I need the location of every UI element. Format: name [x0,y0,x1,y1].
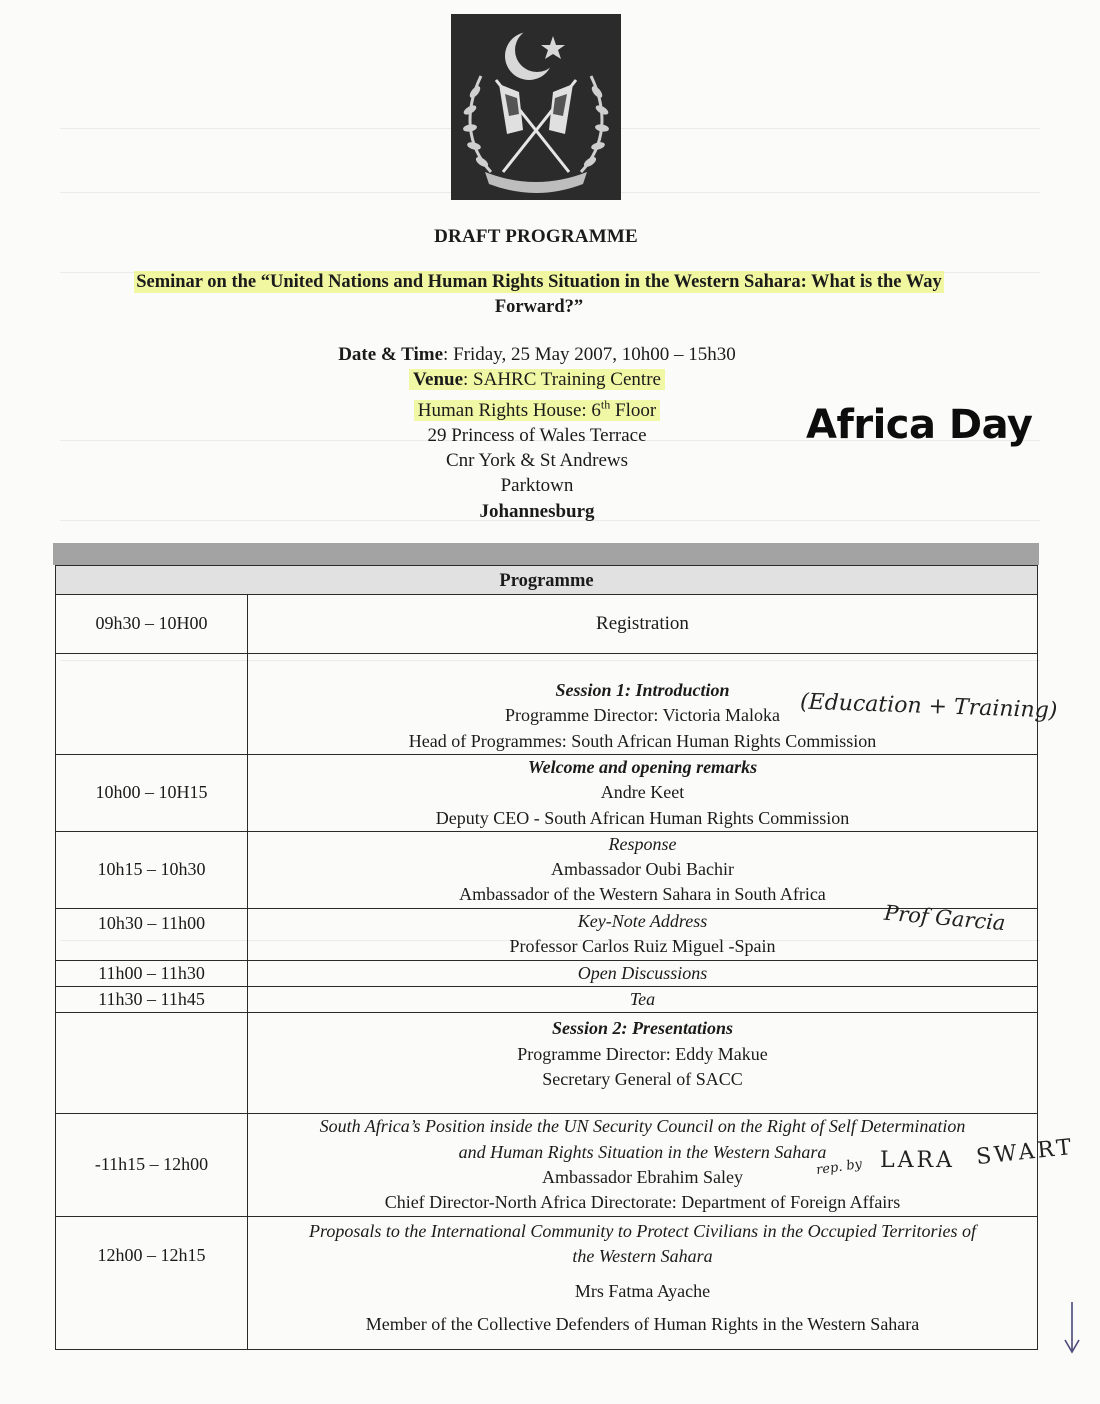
page-title: DRAFT PROGRAMME [434,226,638,247]
agenda-italic: Tea [629,989,656,1010]
agenda-line: Ambassador Oubi Bachir [551,859,734,880]
agenda-cell [248,755,1038,832]
table-row [56,960,1038,986]
date-value: : Friday, 25 May 2007, 10h00 – 15h30 [443,344,736,365]
venue-value: : SAHRC Training Centre [463,369,661,391]
time-cell: 12h00 – 12h15 [56,1216,248,1349]
agenda-line: Head of Programmes: South African Human Rights Commission [408,730,877,751]
agenda-cell [248,987,1038,1013]
address-line1-sup: th [600,397,611,412]
date-label: Date & Time [338,344,444,365]
africa-day-stamp: Africa Day [806,402,1033,448]
handwritten-down-arrow-icon [1062,1300,1082,1361]
time-cell: 09h30 – 10H00 [56,595,248,654]
agenda-line: Programme Director: Eddy Makue [517,1043,768,1064]
session-title: Session 1: Introduction [555,680,730,701]
agenda-line: Andre Keet [600,782,685,803]
table-row [56,595,1038,654]
agenda-line: Secretary General of SACC [542,1068,743,1089]
agenda-line: Professor Carlos Ruiz Miguel -Spain [509,936,776,957]
agenda-cell [248,1013,1038,1114]
agenda-line: Registration [596,613,689,635]
table-row [56,1013,1038,1114]
agenda-italic: Open Discussions [577,962,708,983]
emblem-logo [451,14,621,200]
agenda-cell [248,960,1038,986]
agenda-italic: the Western Sahara [572,1245,713,1266]
time-cell: 10h30 – 11h00 [56,908,248,960]
handwritten-swart: SWART [974,1134,1076,1171]
agenda-cell [248,1216,1038,1349]
seminar-title [88,270,990,320]
address-line3: Cnr York & St Andrews [445,450,629,472]
agenda-cell [248,831,1038,908]
address-line4: Parktown [500,475,574,497]
address-line5: Johannesburg [479,500,595,522]
session-title: Welcome and opening remarks [527,757,758,777]
agenda-line: Ambassador Ebrahim Saley [542,1166,743,1187]
agenda-italic: South Africa’s Position inside the UN Security Council on the Right of Self Determination [319,1116,966,1137]
time-cell: 10h15 – 10h30 [56,831,248,908]
table-row [56,987,1038,1013]
handwritten-education-note: (Education + Training) [799,689,1058,724]
address-line1-post: Floor [610,399,657,421]
session-title: Session 2: Presentations [551,1018,734,1039]
agenda-line: Programme Director: Victoria Maloka [504,705,780,726]
time-cell: -11h15 – 12h00 [56,1114,248,1216]
table-header-band [53,543,1039,565]
seminar-title-line2: Forward?” [494,297,584,317]
time-cell: 10h00 – 10H15 [56,755,248,832]
programme-heading: Programme [56,566,1038,595]
programme-table [55,565,1038,1350]
time-cell [56,654,248,755]
table-row [56,755,1038,832]
time-cell: 11h00 – 11h30 [56,960,248,986]
handwritten-rep-by: rep. by [815,1156,863,1179]
programme-header-row [56,566,1038,595]
address-line1-pre: Human Rights House: 6 [417,399,601,421]
agenda-italic: Response [608,833,677,854]
time-cell: 11h30 – 11h45 [56,987,248,1013]
agenda-line: Member of the Collective Defenders of Human Rights in the Western Sahara [365,1314,920,1335]
address-line2: 29 Princess of Wales Terrace [427,424,647,446]
agenda-cell [248,595,1038,654]
time-cell [56,1013,248,1114]
handwritten-prof-note: Prof Garcia [883,900,1007,936]
seminar-title-line1: Seminar on the “United Nations and Human Rights Situation in the Western Sahara: What is the Way [136,272,942,292]
agenda-line: Mrs Fatma Ayache [574,1281,711,1302]
agenda-line: Ambassador of the Western Sahara in South Africa [459,884,826,905]
agenda-italic: Proposals to the International Community to Protect Civilians in the Occupied Territories of [309,1220,976,1241]
agenda-italic: Key-Note Address [577,910,708,931]
agenda-line: Deputy CEO - South African Human Rights Commission [435,807,850,828]
handwritten-lara: LARA [880,1148,955,1173]
agenda-italic: and Human Rights Situation in the Western Sahara [458,1141,827,1162]
venue-label: Venue [413,369,464,391]
table-row [56,1216,1038,1349]
agenda-line: Chief Director-North Africa Directorate: Department of Foreign Affairs [384,1192,901,1213]
table-row [56,831,1038,908]
